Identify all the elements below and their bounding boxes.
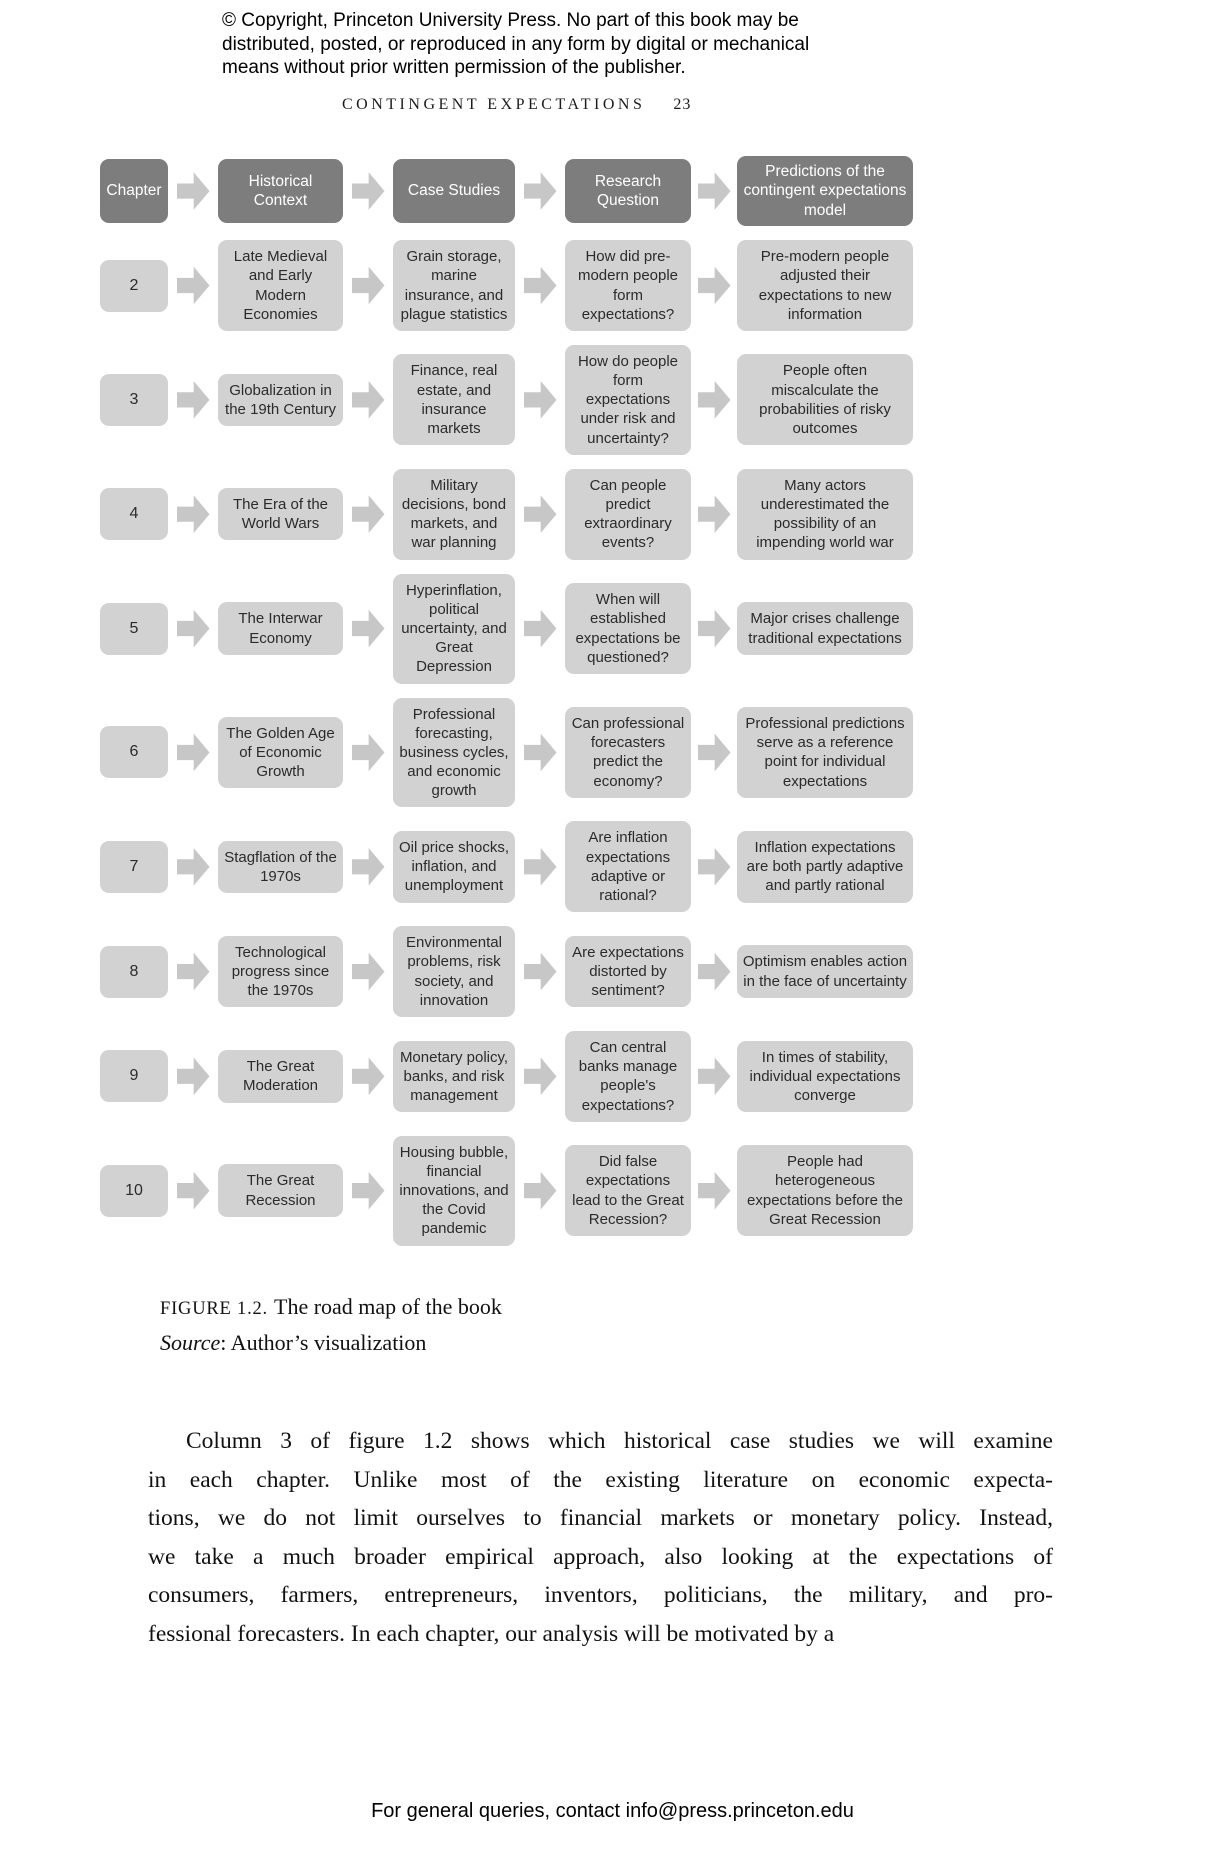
arrow-right-icon	[698, 1056, 731, 1096]
arrow-right-icon	[524, 732, 557, 772]
research-question-cell: Can people predict extraordinary events?	[565, 469, 691, 560]
footer-contact: For general queries, contact info@press.princeton.edu	[371, 1800, 854, 1822]
research-question-cell: How did pre-modern people form expectations?	[565, 240, 691, 331]
arrow-right-icon	[524, 952, 557, 992]
arrow-right-icon	[524, 609, 557, 649]
research-question-cell: Can professional forecasters predict the economy?	[565, 707, 691, 798]
column-header-historical-context: Historical Context	[218, 159, 343, 223]
copyright-line: means without prior written permission of the publisher.	[222, 57, 686, 78]
arrow-right-icon	[352, 847, 385, 887]
arrow-right-icon	[698, 952, 731, 992]
prediction-cell: Inflation expectations are both partly adaptive and partly rational	[737, 831, 913, 903]
body-line: Column 3 of figure 1.2 shows which historical case studies we will examine	[186, 1428, 1053, 1454]
roadmap-figure	[100, 156, 913, 1246]
chapter-number: 6	[100, 726, 168, 778]
arrow-right-icon	[177, 732, 210, 772]
historical-context-cell: The Great Recession	[218, 1164, 343, 1216]
arrow-right-icon	[524, 266, 557, 306]
case-studies-cell: Professional forecasting, business cycles, and economic growth	[393, 698, 515, 808]
arrow-right-icon	[524, 380, 557, 420]
arrow-right-icon	[352, 609, 385, 649]
research-question-cell: Can central banks manage people's expectations?	[565, 1031, 691, 1122]
arrow-right-icon	[177, 171, 210, 211]
source-label: Source	[160, 1330, 221, 1355]
historical-context-cell: Stagflation of the 1970s	[218, 841, 343, 893]
prediction-cell: In times of stability, individual expectations converge	[737, 1041, 913, 1113]
arrow-right-icon	[177, 847, 210, 887]
source-text: : Author’s visualization	[220, 1330, 427, 1355]
case-studies-cell: Environmental problems, risk society, and innovation	[393, 926, 515, 1017]
arrow-right-icon	[177, 952, 210, 992]
case-studies-cell: Housing bubble, financial innovations, and the Covid pandemic	[393, 1136, 515, 1246]
figure-label: FIGURE 1.2.	[160, 1299, 268, 1319]
case-studies-cell: Oil price shocks, inflation, and unemployment	[393, 831, 515, 903]
figure-title: The road map of the book	[274, 1294, 502, 1319]
page-number: 23	[673, 96, 692, 113]
research-question-cell: Are expectations distorted by sentiment?	[565, 936, 691, 1008]
arrow-right-icon	[698, 732, 731, 772]
column-header-predictions: Predictions of the contingent expectations model	[737, 156, 913, 226]
historical-context-cell: Late Medieval and Early Modern Economies	[218, 240, 343, 331]
column-header-chapter: Chapter	[100, 159, 168, 223]
arrow-right-icon	[524, 171, 557, 211]
prediction-cell: Pre-modern people adjusted their expectations to new information	[737, 240, 913, 331]
case-studies-cell: Monetary policy, banks, and risk management	[393, 1041, 515, 1113]
arrow-right-icon	[352, 732, 385, 772]
case-studies-cell: Grain storage, marine insurance, and plague statistics	[393, 240, 515, 331]
prediction-cell: Optimism enables action in the face of uncertainty	[737, 945, 913, 997]
research-question-cell: Are inflation expectations adaptive or rational?	[565, 821, 691, 912]
arrow-right-icon	[698, 171, 731, 211]
historical-context-cell: The Era of the World Wars	[218, 488, 343, 540]
copyright-notice	[222, 9, 809, 80]
chapter-number: 2	[100, 260, 168, 312]
prediction-cell: Major crises challenge traditional expectations	[737, 602, 913, 654]
running-head-title: CONTINGENT EXPECTATIONS	[342, 96, 646, 113]
arrow-right-icon	[698, 266, 731, 306]
arrow-right-icon	[177, 1171, 210, 1211]
copyright-line: © Copyright, Princeton University Press. No part of this book may be	[222, 10, 799, 31]
arrow-right-icon	[698, 847, 731, 887]
research-question-cell: How do people form expectations under risk and uncertainty?	[565, 345, 691, 455]
historical-context-cell: The Great Moderation	[218, 1050, 343, 1102]
historical-context-cell: Technological progress since the 1970s	[218, 936, 343, 1008]
arrow-right-icon	[524, 1056, 557, 1096]
body-line: we take a much broader empirical approach, also looking at the expectations of	[148, 1543, 1053, 1570]
copyright-line: distributed, posted, or reproduced in any form by digital or mechanical	[222, 33, 810, 55]
arrow-right-icon	[698, 1171, 731, 1211]
arrow-right-icon	[352, 171, 385, 211]
research-question-cell: Did false expectations lead to the Great Recession?	[565, 1145, 691, 1236]
body-line: tions, we do not limit ourselves to financial markets or monetary policy. Instead,	[148, 1505, 1053, 1531]
prediction-cell: Many actors underestimated the possibility of an impending world war	[737, 469, 913, 560]
historical-context-cell: The Interwar Economy	[218, 602, 343, 654]
chapter-number: 8	[100, 946, 168, 998]
body-line: fessional forecasters. In each chapter, our analysis will be motivated by a	[148, 1620, 835, 1647]
chapter-number: 10	[100, 1165, 168, 1217]
running-head	[342, 96, 691, 114]
figure-source-line	[160, 1326, 502, 1360]
prediction-cell: Professional predictions serve as a reference point for individual expectations	[737, 707, 913, 798]
case-studies-cell: Military decisions, bond markets, and war planning	[393, 469, 515, 560]
arrow-right-icon	[698, 609, 731, 649]
figure-caption-line	[160, 1290, 502, 1326]
chapter-number: 9	[100, 1050, 168, 1102]
historical-context-cell: The Golden Age of Economic Growth	[218, 717, 343, 789]
arrow-right-icon	[352, 494, 385, 534]
historical-context-cell: Globalization in the 19th Century	[218, 374, 343, 426]
body-line: in each chapter. Unlike most of the existing literature on economic expecta-	[148, 1466, 1053, 1493]
column-header-research-question: Research Question	[565, 159, 691, 223]
arrow-right-icon	[698, 380, 731, 420]
arrow-right-icon	[524, 494, 557, 534]
column-header-case-studies: Case Studies	[393, 159, 515, 223]
body-line: consumers, farmers, entrepreneurs, inventors, politicians, the military, and pro-	[148, 1582, 1053, 1608]
arrow-right-icon	[698, 494, 731, 534]
case-studies-cell: Finance, real estate, and insurance markets	[393, 354, 515, 445]
prediction-cell: People often miscalculate the probabilities of risky outcomes	[737, 354, 913, 445]
arrow-right-icon	[352, 1056, 385, 1096]
arrow-right-icon	[177, 266, 210, 306]
chapter-number: 3	[100, 374, 168, 426]
chapter-number: 7	[100, 841, 168, 893]
arrow-right-icon	[177, 1056, 210, 1096]
arrow-right-icon	[352, 1171, 385, 1211]
case-studies-cell: Hyperinflation, political uncertainty, and Great Depression	[393, 574, 515, 684]
prediction-cell: People had heterogeneous expectations before the Great Recession	[737, 1145, 913, 1236]
arrow-right-icon	[177, 609, 210, 649]
arrow-right-icon	[352, 266, 385, 306]
research-question-cell: When will established expectations be questioned?	[565, 583, 691, 674]
chapter-number: 5	[100, 603, 168, 655]
figure-caption	[160, 1290, 502, 1360]
arrow-right-icon	[352, 952, 385, 992]
arrow-right-icon	[524, 847, 557, 887]
arrow-right-icon	[352, 380, 385, 420]
arrow-right-icon	[177, 494, 210, 534]
arrow-right-icon	[524, 1171, 557, 1211]
arrow-right-icon	[177, 380, 210, 420]
body-paragraph	[148, 1422, 1053, 1653]
chapter-number: 4	[100, 488, 168, 540]
